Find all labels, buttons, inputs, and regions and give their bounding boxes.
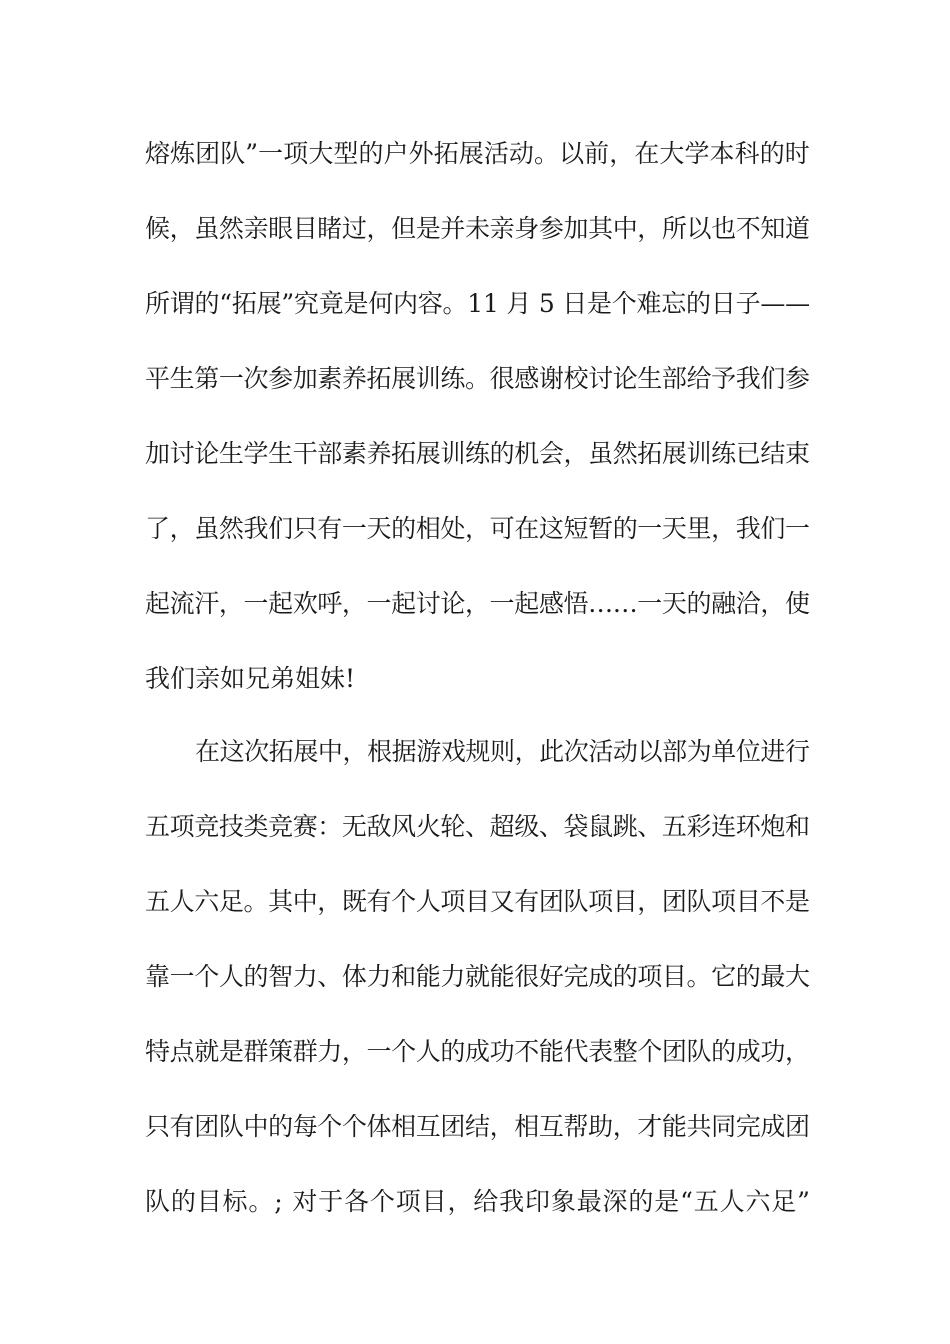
text-line: 熔炼团队”一项大型的户外拓展活动。以前，在大学本科的时 xyxy=(145,139,810,168)
text-line: 只有团队中的每个个体相互团结，相互帮助，才能共同完成团 xyxy=(145,1112,810,1141)
text-line: 靠一个人的智力、体力和能力就能很好完成的项目。它的最大 xyxy=(145,962,810,991)
text-line: 平生第一次参加素养拓展训练。很感谢校讨论生部给予我们参 xyxy=(145,364,810,393)
text-line: 五人六足。其中，既有个人项目又有团队项目，团队项目不是 xyxy=(145,887,810,916)
text-line: 所谓的“拓展”究竟是何内容。11 月 5 日是个难忘的日子—— xyxy=(145,289,810,318)
text-line: 特点就是群策群力，一个人的成功不能代表整个团队的成功， xyxy=(145,1037,810,1066)
text-line: 候，虽然亲眼目睹过，但是并未亲身参加其中，所以也不知道 xyxy=(145,214,810,243)
text-line: 加讨论生学生干部素养拓展训练的机会，虽然拓展训练已结束 xyxy=(145,439,810,468)
text-line: 了，虽然我们只有一天的相处，可在这短暂的一天里，我们一 xyxy=(145,514,810,543)
text-line: 起流汗，一起欢呼，一起讨论，一起感悟……一天的融洽，使 xyxy=(145,589,810,618)
text-line: 五项竞技类竞赛：无敌风火轮、超级、袋鼠跳、五彩连环炮和 xyxy=(145,812,810,841)
text-line: 我们亲如兄弟姐妹! xyxy=(145,664,356,693)
text-line: 队的目标。; 对于各个项目，给我印象最深的是“五人六足” xyxy=(145,1187,811,1216)
paragraph-first-line: 在这次拓展中，根据游戏规则，此次活动以部为单位进行 xyxy=(195,737,810,766)
